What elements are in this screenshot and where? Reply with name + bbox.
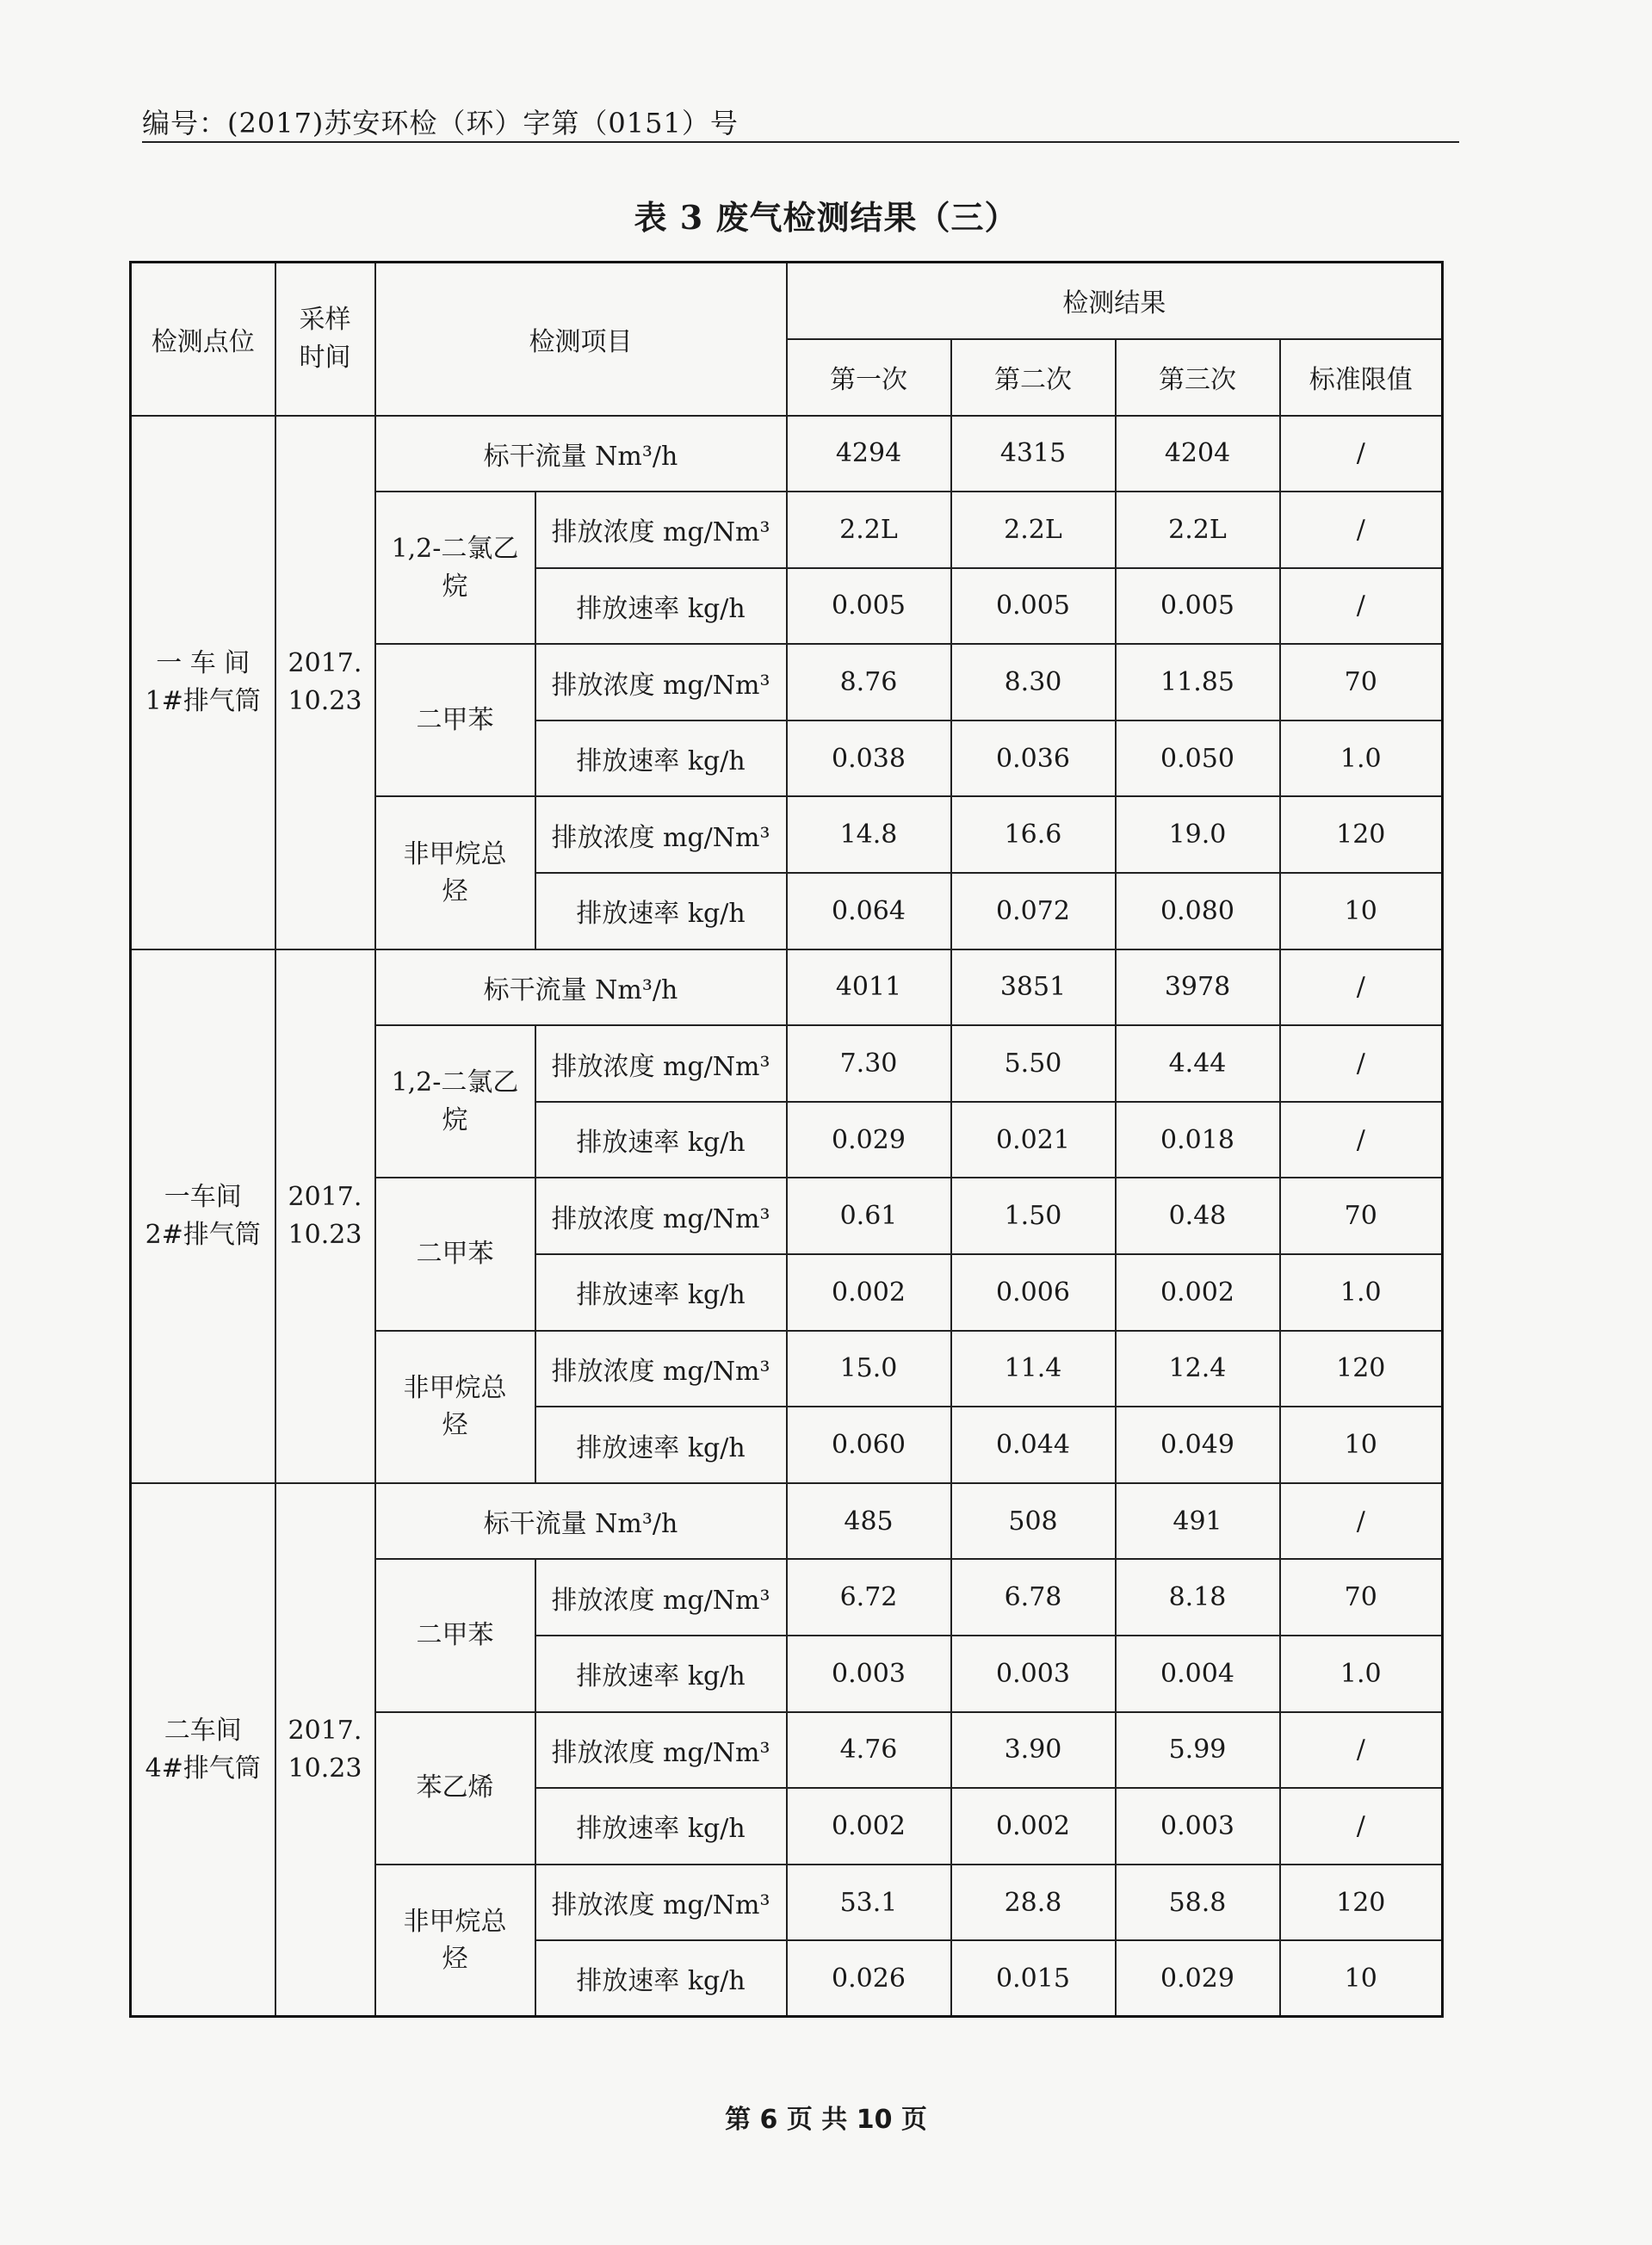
value-cell: 5.50 [951, 1025, 1116, 1102]
value-cell: 485 [787, 1483, 951, 1560]
pollutant-name-cell: 非甲烷总 烃 [375, 1331, 535, 1483]
red-stamp-seal [1572, 585, 1610, 844]
rate-label-cell: 排放速率 kg/h [535, 1636, 787, 1712]
value-cell: / [1280, 1788, 1443, 1865]
rate-label-cell: 排放速率 kg/h [535, 568, 787, 645]
value-cell: 0.002 [951, 1788, 1116, 1865]
value-cell: / [1280, 1483, 1443, 1560]
report-number: 编号：(2017)苏安环检（环）字第（0151）号 [142, 107, 739, 139]
value-cell: 8.76 [787, 644, 951, 721]
value-cell: 3851 [951, 949, 1116, 1026]
value-cell: 0.060 [787, 1407, 951, 1483]
value-cell: 11.85 [1116, 644, 1280, 721]
value-cell: / [1280, 1712, 1443, 1789]
value-cell: 3978 [1116, 949, 1280, 1026]
value-cell: 4.44 [1116, 1025, 1280, 1102]
value-cell: 16.6 [951, 796, 1116, 873]
rate-label-cell: 排放速率 kg/h [535, 1407, 787, 1483]
table-body [131, 416, 1443, 2017]
value-cell: 10 [1280, 1407, 1443, 1483]
value-cell: 0.018 [1116, 1102, 1280, 1178]
value-cell: / [1280, 1025, 1443, 1102]
header-location: 检测点位 [131, 263, 275, 416]
value-cell: 120 [1280, 1865, 1443, 1941]
concentration-label-cell: 排放浓度 mg/Nm³ [535, 1025, 787, 1102]
value-cell: 15.0 [787, 1331, 951, 1407]
concentration-label-cell: 排放浓度 mg/Nm³ [535, 1559, 787, 1636]
concentration-label-cell: 排放浓度 mg/Nm³ [535, 644, 787, 721]
flow-label-cell: 标干流量 Nm³/h [375, 949, 787, 1026]
value-cell: 19.0 [1116, 796, 1280, 873]
value-cell: 0.080 [1116, 873, 1280, 949]
header-first: 第一次 [787, 339, 951, 416]
table-title: 表 3 废气检测结果（三） [634, 198, 1018, 237]
concentration-label-cell: 排放浓度 mg/Nm³ [535, 1712, 787, 1789]
value-cell: 120 [1280, 796, 1443, 873]
value-cell: 0.036 [951, 721, 1116, 797]
value-cell: 0.021 [951, 1102, 1116, 1178]
value-cell: 1.0 [1280, 721, 1443, 797]
value-cell: 0.029 [787, 1102, 951, 1178]
page-footer: 第 6 页 共 10 页 [725, 2105, 927, 2135]
rate-label-cell: 排放速率 kg/h [535, 1102, 787, 1178]
flow-label-cell: 标干流量 Nm³/h [375, 1483, 787, 1560]
value-cell: 0.003 [787, 1636, 951, 1712]
rate-label-cell: 排放速率 kg/h [535, 1254, 787, 1331]
value-cell: 0.005 [787, 568, 951, 645]
value-cell: 5.99 [1116, 1712, 1280, 1789]
value-cell: 0.002 [787, 1254, 951, 1331]
value-cell: 11.4 [951, 1331, 1116, 1407]
header-third: 第三次 [1116, 339, 1280, 416]
value-cell: 7.30 [787, 1025, 951, 1102]
sampling-time-cell: 2017. 10.23 [275, 416, 375, 949]
header-divider [142, 141, 1459, 143]
sampling-time-cell: 2017. 10.23 [275, 1483, 375, 2017]
value-cell: 2.2L [787, 492, 951, 568]
value-cell: 10 [1280, 1940, 1443, 2017]
rate-label-cell: 排放速率 kg/h [535, 721, 787, 797]
value-cell: 6.72 [787, 1559, 951, 1636]
value-cell: 0.003 [951, 1636, 1116, 1712]
rate-label-cell: 排放速率 kg/h [535, 873, 787, 949]
value-cell: 70 [1280, 644, 1443, 721]
value-cell: 491 [1116, 1483, 1280, 1560]
value-cell: 4315 [951, 416, 1116, 492]
pollutant-name-cell: 1,2-二氯乙 烷 [375, 492, 535, 644]
value-cell: 0.002 [787, 1788, 951, 1865]
value-cell: 70 [1280, 1559, 1443, 1636]
concentration-label-cell: 排放浓度 mg/Nm³ [535, 492, 787, 568]
value-cell: 0.004 [1116, 1636, 1280, 1712]
value-cell: / [1280, 1102, 1443, 1178]
header-item: 检测项目 [375, 263, 787, 416]
value-cell: 58.8 [1116, 1865, 1280, 1941]
value-cell: 0.006 [951, 1254, 1116, 1331]
value-cell: 10 [1280, 873, 1443, 949]
value-cell: 0.61 [787, 1178, 951, 1254]
table-row [131, 1483, 1443, 1560]
value-cell: 120 [1280, 1331, 1443, 1407]
value-cell: 4204 [1116, 416, 1280, 492]
header-second: 第二次 [951, 339, 1116, 416]
value-cell: 0.049 [1116, 1407, 1280, 1483]
value-cell: 2.2L [951, 492, 1116, 568]
value-cell: 0.029 [1116, 1940, 1280, 2017]
location-cell: 二车间 4#排气筒 [131, 1483, 275, 2017]
value-cell: / [1280, 416, 1443, 492]
pollutant-name-cell: 二甲苯 [375, 1559, 535, 1711]
header-results: 检测结果 [787, 263, 1443, 339]
value-cell: 508 [951, 1483, 1116, 1560]
value-cell: 53.1 [787, 1865, 951, 1941]
concentration-label-cell: 排放浓度 mg/Nm³ [535, 1865, 787, 1941]
flow-label-cell: 标干流量 Nm³/h [375, 416, 787, 492]
value-cell: 0.050 [1116, 721, 1280, 797]
value-cell: 0.026 [787, 1940, 951, 2017]
value-cell: 0.003 [1116, 1788, 1280, 1865]
pollutant-name-cell: 苯乙烯 [375, 1712, 535, 1865]
pollutant-name-cell: 1,2-二氯乙 烷 [375, 1025, 535, 1178]
value-cell: 12.4 [1116, 1331, 1280, 1407]
pollutant-name-cell: 二甲苯 [375, 1178, 535, 1330]
location-cell: 一 车 间 1#排气筒 [131, 416, 275, 949]
sampling-time-cell: 2017. 10.23 [275, 949, 375, 1483]
value-cell: 0.064 [787, 873, 951, 949]
pollutant-name-cell: 非甲烷总 烃 [375, 796, 535, 949]
pollutant-name-cell: 非甲烷总 烃 [375, 1865, 535, 2017]
value-cell: 8.18 [1116, 1559, 1280, 1636]
table-row [131, 416, 1443, 492]
rate-label-cell: 排放速率 kg/h [535, 1788, 787, 1865]
concentration-label-cell: 排放浓度 mg/Nm³ [535, 796, 787, 873]
value-cell: 4294 [787, 416, 951, 492]
value-cell: 1.0 [1280, 1254, 1443, 1331]
value-cell: 0.48 [1116, 1178, 1280, 1254]
value-cell: 28.8 [951, 1865, 1116, 1941]
concentration-label-cell: 排放浓度 mg/Nm³ [535, 1178, 787, 1254]
header-time: 采样 时间 [275, 263, 375, 416]
rate-label-cell: 排放速率 kg/h [535, 1940, 787, 2017]
value-cell: 0.072 [951, 873, 1116, 949]
value-cell: 6.78 [951, 1559, 1116, 1636]
value-cell: / [1280, 949, 1443, 1026]
value-cell: 14.8 [787, 796, 951, 873]
value-cell: 4011 [787, 949, 951, 1026]
table-row [131, 949, 1443, 1026]
value-cell: 0.044 [951, 1407, 1116, 1483]
pollutant-name-cell: 二甲苯 [375, 644, 535, 796]
value-cell: 4.76 [787, 1712, 951, 1789]
value-cell: / [1280, 568, 1443, 645]
value-cell: 1.0 [1280, 1636, 1443, 1712]
header-limit: 标准限值 [1280, 339, 1443, 416]
value-cell: 0.038 [787, 721, 951, 797]
location-cell: 一车间 2#排气筒 [131, 949, 275, 1483]
value-cell: 1.50 [951, 1178, 1116, 1254]
results-table [129, 261, 1444, 2018]
value-cell: 0.005 [951, 568, 1116, 645]
value-cell: 70 [1280, 1178, 1443, 1254]
value-cell: 8.30 [951, 644, 1116, 721]
value-cell: 3.90 [951, 1712, 1116, 1789]
concentration-label-cell: 排放浓度 mg/Nm³ [535, 1331, 787, 1407]
value-cell: 0.005 [1116, 568, 1280, 645]
value-cell: 0.015 [951, 1940, 1116, 2017]
value-cell: 0.002 [1116, 1254, 1280, 1331]
value-cell: / [1280, 492, 1443, 568]
value-cell: 2.2L [1116, 492, 1280, 568]
